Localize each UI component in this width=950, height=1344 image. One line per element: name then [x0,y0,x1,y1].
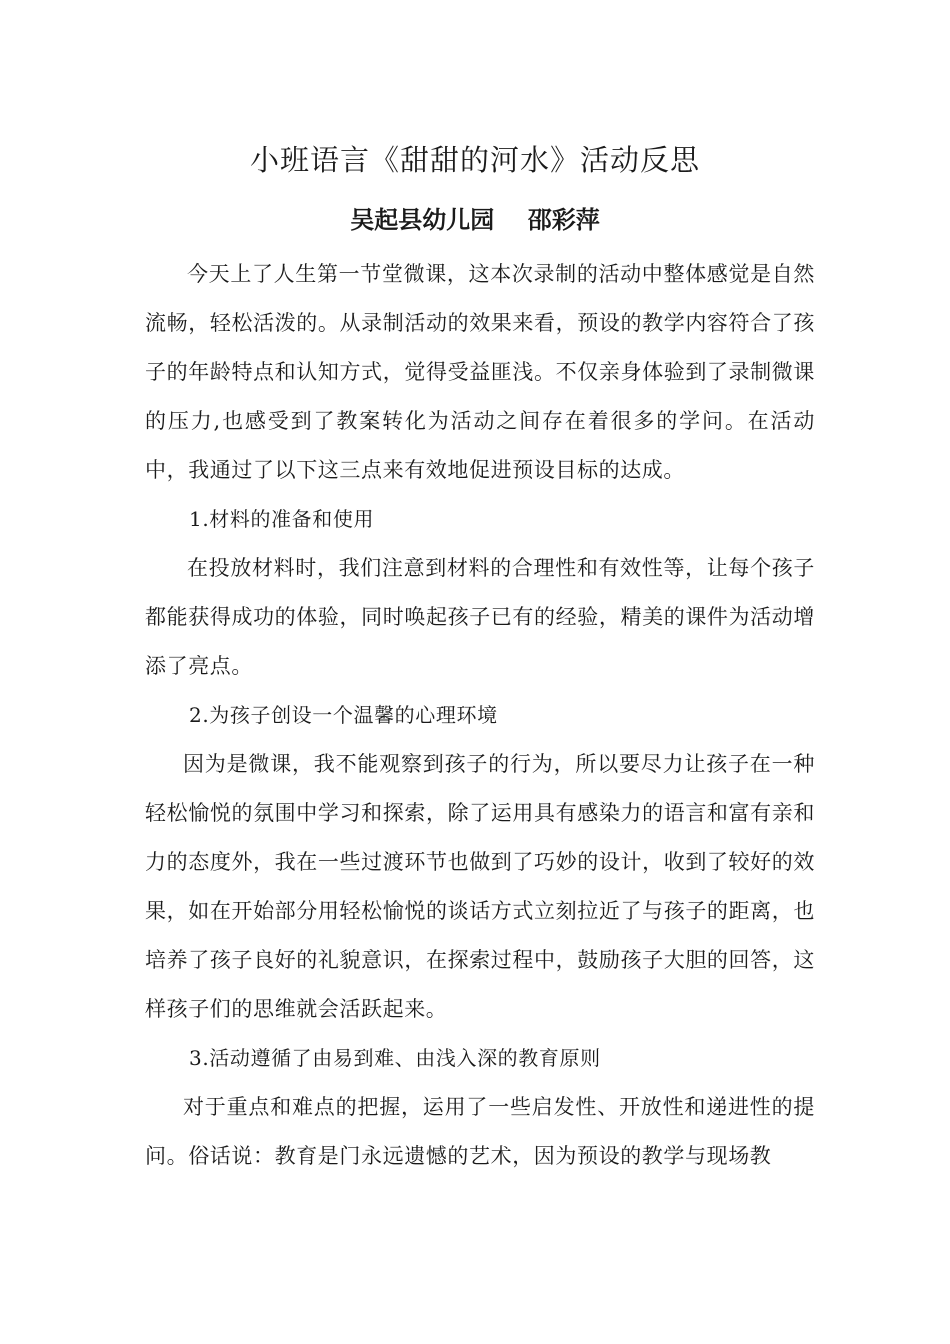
document-author: 吴起县幼儿园 邵彩萍 [350,205,600,234]
section-heading-2: 2.为孩子创设一个温馨的心理环境 [189,703,498,727]
document-title: 小班语言《甜甜的河水》活动反思 [249,143,700,177]
section-heading-1: 1.材料的准备和使用 [189,507,375,531]
section-paragraph-2: 因为是微课，我不能观察到孩子的行为，所以要尽力让孩子在一种轻松愉悦的氛围中学习和探索，除了运用具有感染力的语言和富有亲和力的态度外，我在一些过渡环节也做到了巧妙的设计，收到了较好的效果，如在开始部分用轻松愉悦的谈话方式立刻拉近了与孩子的距离，也培养了孩子良好的礼貌意识，在探索过程中，鼓励孩子大胆的回答，这样孩子们的思维就会活跃起来。 [145,752,815,1021]
intro-paragraph: 今天上了人生第一节堂微课，这本次录制的活动中整体感觉是自然流畅，轻松活泼的。从录制活动的效果来看，预设的教学内容符合了孩子的年龄特点和认知方式，觉得受益匪浅。不仅亲身体验到了录制微课的压力,也感受到了教案转化为活动之间存在着很多的学问。在活动中，我通过了以下这三点来有效地促进预设目标的达成。 [145,262,815,482]
section-paragraph-3: 对于重点和难点的把握，运用了一些启发性、开放性和递进性的提问。俗话说：教育是门永远遗憾的艺术，因为预设的教学与现场教 [145,1095,815,1168]
section-heading-3: 3.活动遵循了由易到难、由浅入深的教育原则 [189,1046,601,1070]
section-paragraph-1: 在投放材料时，我们注意到材料的合理性和有效性等，让每个孩子都能获得成功的体验，同时唤起孩子已有的经验，精美的课件为活动增添了亮点。 [145,556,815,678]
document-body [145,250,815,1181]
